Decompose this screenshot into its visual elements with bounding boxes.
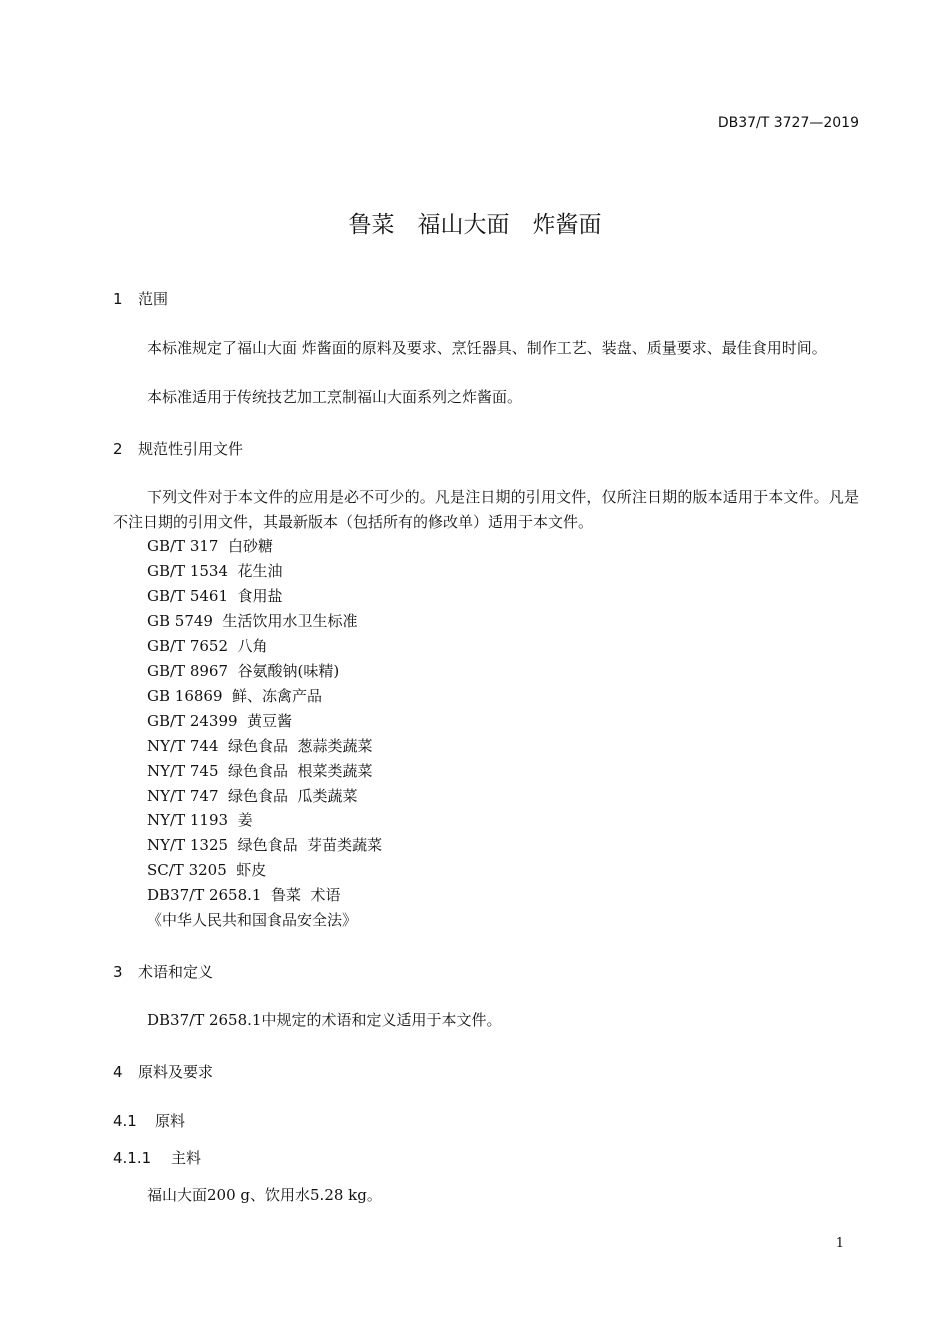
document-title: 鲁菜 福山大面 炸酱面 (348, 212, 602, 238)
reference-item: GB/T 1534 花生油 (147, 562, 283, 580)
reference-item: DB37/T 2658.1 鲁菜 术语 (147, 886, 341, 904)
subsection-4-1-heading (113, 1110, 185, 1131)
section-4-title: 原料及要求 (138, 1063, 214, 1081)
section-1-title: 范围 (138, 290, 169, 308)
reference-item: NY/T 747 绿色食品 瓜类蔬菜 (147, 787, 358, 805)
subsection-4-1-number: 4.1 (113, 1112, 137, 1130)
section-3-title: 术语和定义 (138, 963, 214, 981)
subsection-4-1-1-number: 4.1.1 (113, 1149, 152, 1167)
reference-item: GB/T 5461 食用盐 (147, 587, 283, 605)
reference-item: GB 16869 鲜、冻禽产品 (147, 687, 323, 705)
section-3-number: 3 (113, 963, 123, 981)
reference-item: GB/T 7652 八角 (147, 637, 268, 655)
section-1-paragraph-1: 本标准规定了福山大面 炸酱面的原料及要求、烹饪器具、制作工艺、装盘、质量要求、最佳食用时间。 (147, 339, 827, 357)
reference-item: NY/T 1193 姜 (147, 811, 253, 829)
subsection-4-1-1-title: 主料 (171, 1149, 202, 1167)
section-2-intro: 下列文件对于本文件的应用是必不可少的。凡是注日期的引用文件，仅所注日期的版本适用于本文件。凡是不注日期的引用文件，其最新版本（包括所有的修改单）适用于本文件。 (113, 488, 859, 531)
section-1-number: 1 (113, 290, 123, 308)
page-number: 1 (835, 1236, 844, 1251)
reference-item: NY/T 744 绿色食品 葱蒜类蔬菜 (147, 737, 373, 755)
reference-item: SC/T 3205 虾皮 (147, 861, 267, 879)
reference-item: 《中华人民共和国食品安全法》 (147, 911, 358, 929)
subsection-4-1-1-heading (113, 1147, 201, 1168)
reference-item: GB 5749 生活饮用水卫生标准 (147, 612, 358, 630)
reference-item: NY/T 745 绿色食品 根菜类蔬菜 (147, 762, 373, 780)
section-3-heading (113, 961, 213, 982)
section-4-number: 4 (113, 1063, 123, 1081)
reference-item: GB/T 317 白砂糖 (147, 537, 273, 555)
section-3-paragraph: DB37/T 2658.1中规定的术语和定义适用于本文件。 (147, 1011, 502, 1029)
section-2-heading (113, 438, 243, 459)
reference-item: NY/T 1325 绿色食品 芽苗类蔬菜 (147, 836, 383, 854)
main-ingredients-text: 福山大面200 g、饮用水5.28 kg。 (147, 1186, 382, 1204)
section-1-paragraph-2: 本标准适用于传统技艺加工烹制福山大面系列之炸酱面。 (147, 388, 523, 406)
reference-item: GB/T 24399 黄豆酱 (147, 712, 293, 730)
section-1-heading (113, 288, 168, 309)
section-2-number: 2 (113, 440, 123, 458)
subsection-4-1-title: 原料 (155, 1112, 186, 1130)
section-2-title: 规范性引用文件 (138, 440, 244, 458)
section-4-heading (113, 1061, 213, 1082)
reference-item: GB/T 8967 谷氨酸钠(味精) (147, 662, 340, 680)
standard-code: DB37/T 3727—2019 (717, 115, 859, 131)
